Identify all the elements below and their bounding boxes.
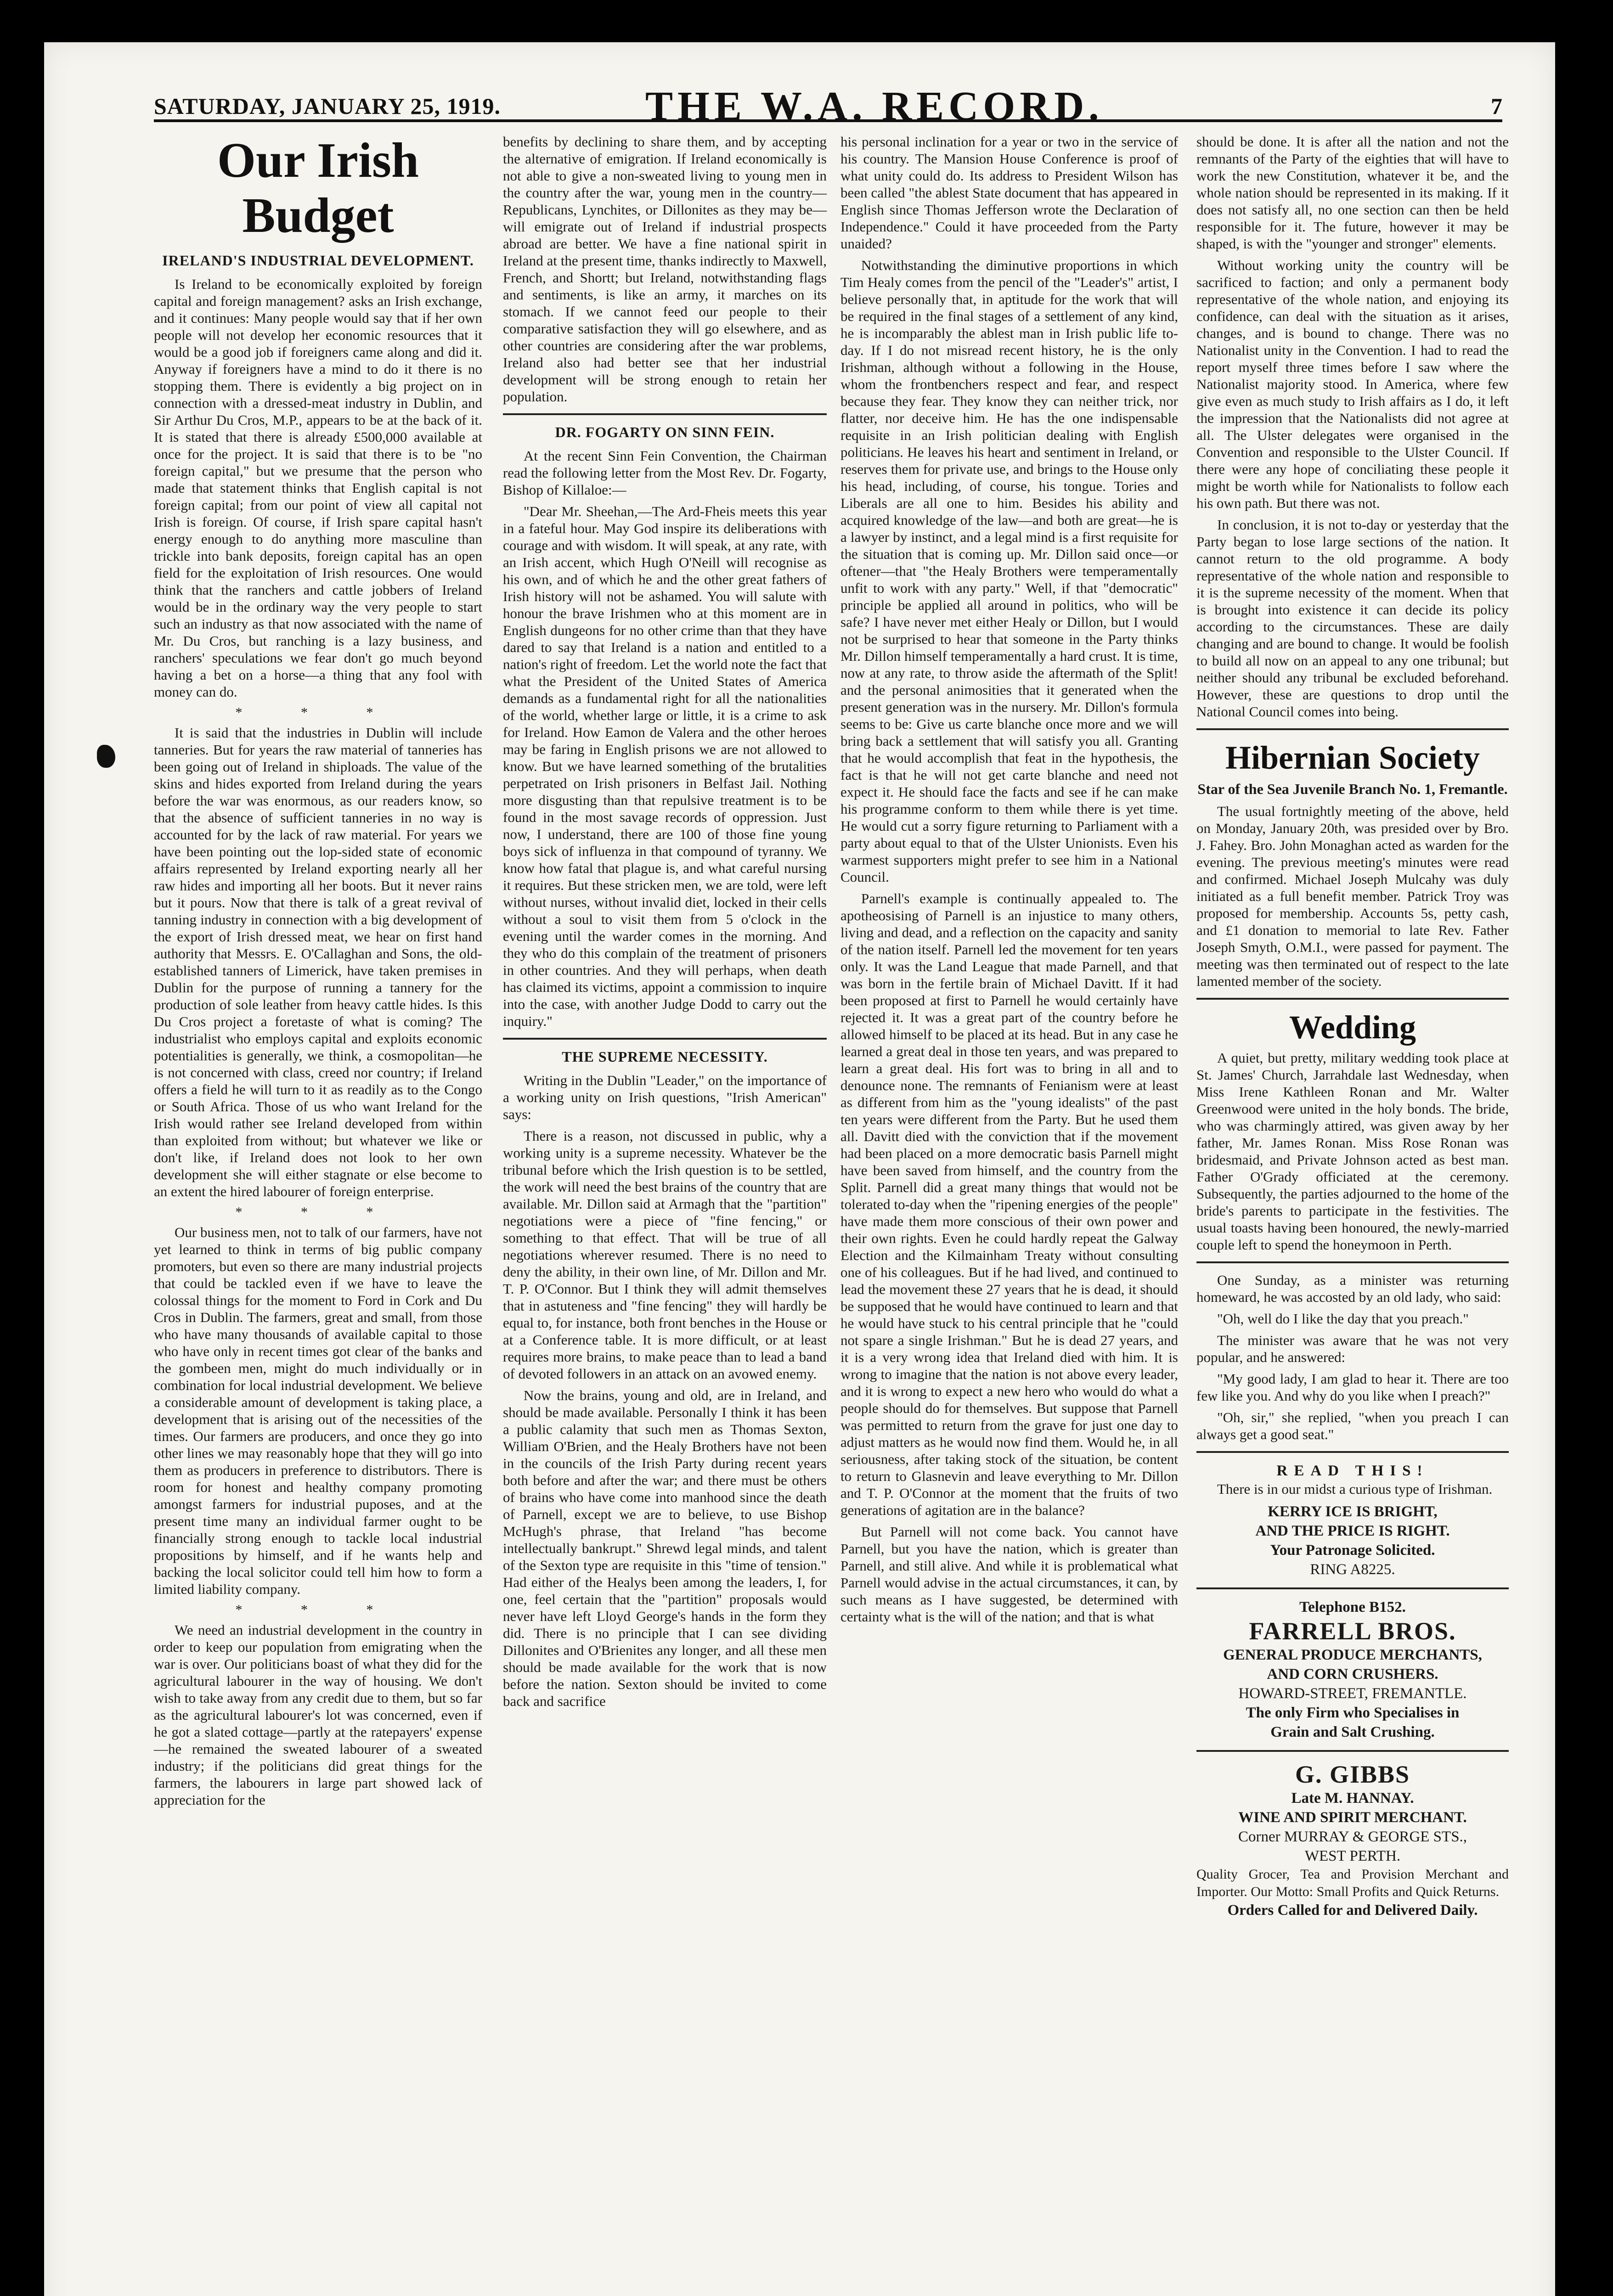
divider [503,1038,827,1040]
divider [1196,1451,1509,1453]
farrell-ad [1196,1598,1509,1742]
page-number: 7 [1491,93,1502,119]
budget-subhead: IRELAND'S INDUSTRIAL DEVELOPMENT. [162,252,474,269]
farrell-name: FARRELL BROS. [1249,1617,1456,1645]
supreme-paragraph: Without working unity the country will be sacrificed to faction; and only a permanent body representative of the whole nation, and enjoying its confidence, can deal with the situation as it arises, changes, and is bound to change. There was no Nationalist unity in the Convention. I had to read the report myself three times before I saw where the Nationalist majority stood. In America, where few give even as much study to Irish affairs as I do, it left the impression that the Nationalists did not agree at all. The Ulster delegates were organised in the Convention and responsible to the Ulster Council. If there were any hope of conciliating these people it might be worth while for Nationalists to follow each his own path. But there was not. [1196,257,1509,511]
budget-paragraph: We need an industrial development in the country in order to keep our population from emigrating when the war is over. Our politicians boast of what they did for the agricultural labourer in the way of housing. We don't wish to take away from any credit due to them, but so far as the agricultural labourer's lot was concerned, even if he got a slated cottage—partly at the ratepayers' expense—he remained the sweated labourer of a sweated industry; if the politicians did great things for the farmers, the labourers in large part showed lack of appreciation for the [154,1622,482,1808]
budget-paragraph: Is Ireland to be economically exploited by foreign capital and foreign management? asks an Irish exchange, and it continues: Many people would say that if her own people will not develop her economic resources that it would be a good job if foreigners came along and did it. Anyway if foreigners have a mind to do it there is no stopping them. There is evidently a big project on in connection with a dressed-meat industry in Dublin, and Sir Arthur Du Cros, M.P., appears to be at the back of it. It is stated that there is already £500,000 available at once for the project. It is said that there is to be "no foreign capital," but we presume that the person who made that statement thinks that English capital is not foreign capital; from our point of view all capital not Irish is foreign. Of course, if Irish spare capital hasn't energy enough to do anything more masculine than trickle into bank deposits, foreign capital has an open field for the exploitation of Irish resources. One would think that the ranchers and cattle jobbers of Ireland would be in the ordinary way the very people to start such an industry as that now associated with the name of Mr. Du Cros, but ranching is a lazy business, and ranchers' speculations we fear don't go much beyond having a bet on a horse—a thing that any fool with money can do. [154,276,482,700]
gibbs-line: WEST PERTH. [1304,1848,1401,1864]
anecdote-paragraph: "Oh, well do I like the day that you preach." [1217,1311,1469,1327]
gibbs-ad [1196,1760,1509,1920]
hibernian-title: Hibernian Society [1225,739,1480,776]
column-1 [154,133,482,1813]
wedding-title: Wedding [1289,1009,1416,1046]
anecdote-paragraph: One Sunday, as a minister was returning homeward, he was accosted by an old lady, who said: [1196,1272,1509,1305]
kerry-ice-ad [1196,1461,1509,1579]
supreme-paragraph: Now the brains, young and old, are in Ireland, and should be made available. Personally I think it has been a public calamity that such men as Thomas Sexton, William O'Brien, and the Healy Brothers have not been in the councils of the Irish Party during recent years both before and after the war; and there must be others of brains who have come into manhood since the death of Parnell, except we are to believe, to use Bishop McHugh's phrase, that Ireland "has become intellectually bankrupt." Shrewd legal minds, and talent of the Sexton type are requisite in this "time of tension." Had either of the Healys been among the leaders, I, for one, feel certain that the "partition" proposals would never have left Lloyd George's hands in the form they did. There is no principle that I can see dividing Dillonites and O'Brienites any longer, and all these men should be made available for the work that is now before the nation. Sexton should be invited to come back and sacrifice [503,1387,827,1709]
ice-line-1: KERRY ICE IS BRIGHT, [1268,1503,1438,1520]
gibbs-line: WINE AND SPIRIT MERCHANT. [1238,1809,1467,1826]
hibernian-body: The usual fortnightly meeting of the above, held on Monday, January 20th, was presided over by Bro. J. Fahey. Bro. John Monaghan acted as warden for the evening. The previous meeting's minutes were read and confirmed. Michael Joseph Mulcahy was duly initiated as a full benefit member. Patrick Troy was proposed for membership. Accounts 5s, petty cash, and £1 donation to memorial to late Rev. Father Joseph Smyth, O.M.I., were passed for payment. The meeting was then terminated out of respect to the late lamented member of the society. [1196,803,1509,989]
farrell-line: HOWARD-STREET, FREMANTLE. [1238,1685,1467,1702]
farrell-line: The only Firm who Specialises in [1246,1705,1460,1721]
ice-phone: RING A8225. [1310,1561,1395,1578]
budget-paragraph: benefits by declining to share them, and by accepting the alternative of emigration. If Ireland economically is not able to give a non-sweated living to young men in the country after the war, young men in the country—Republicans, Lynchites, or Dillonites as they may be—will emigrate out of Ireland if industrial prospects abroad are better. We have a fine national spirit in Ireland at the present time, thanks indirectly to Maxwell, French, and Shortt; but Ireland, notwithstanding flags and sentiments, is like an army, it marches on its stomach. If we cannot feed our people to their comparative satisfaction they will go elsewhere, and as other countries are considering after the war problems, Ireland also had better see that her industrial development will be strong enough to retain her population. [503,134,827,405]
gibbs-line: Late M. HANNAY. [1291,1790,1414,1806]
gibbs-line: Corner MURRAY & GEORGE STS., [1238,1829,1467,1845]
divider [1196,1750,1509,1752]
farrell-telephone: Telephone B152. [1299,1599,1406,1615]
column-3 [840,133,1178,1630]
supreme-paragraph: Parnell's example is continually appealed to. The apotheosising of Parnell is an injustice to many others, living and dead, and a reflection on the capacity and sanity of the nation itself. Parnell led the movement for ten years only. It was the Land League that made Parnell, and that was born in the fertile brain of Michael Davitt. If it had been proposed at first to Parnell he would certainly have rejected it. It was a great part of the country before he allowed himself to be placed at its head. But in any case he learned a great deal in those ten years, and was prepared to learn a great deal. His fort was to bring in all and to denounce none. The remnants of Fenianism were at least as different from him as the "young idealists" of the past ten years were different from the Party. But he used them all. Davitt died with the conviction that if the movement had been placed on a more democratic basis Parnell might have been saved from himself, and the country from the Split. Parnell did a great many things that would not be tolerated to-day when the "ripening energies of the people" have made them more conscious of their own power and their own rights. Even he could hardly repeat the Galway Election and the Kilmainham Treaty without consulting one of his colleagues. But if he had lived, and continued to lead the movement these 27 years that he is dead, it should be supposed that he would have continued to learn and that he would have stuck to his central principle that he "could not spare a single Irishman." But he is dead 27 years, and it is a very wrong idea that Ireland died with him. It is wrong to imagine that the nation is not above every leader, and it is wrong to expect a new hero who would do what a people should do for themselves. But suppose that Parnell was permitted to return from the grave for just one day to adjust matters as he would now find them. Would he, in all seriousness, after taking stock of the situation, be content to return to Glasnevin and leave everything to Mr. Dillon and T. P. O'Connor at the moment that the fruits of two generations of agitation are in the balance? [840,890,1178,1518]
budget-paragraph: It is said that the industries in Dublin will include tanneries. But for years the raw material of tanneries has been going out of Ireland in shiploads. The value of the skins and hides exported from Ireland during the years before the war was enormous, as our readers know, so that the absence of sufficient tanneries in no way is accounted for by the lack of raw material. For years we have been pointing out the lop-sided state of economic affairs represented by Ireland exporting nearly all her raw hides and importing all her boots. But it never rains but it pours. Now that there is talk of a great revival of tanning industry in connection with a big development of the export of Irish dressed meat, we hear on first hand authority that Messrs. E. O'Callaghan and Sons, the old-established tanners of Limerick, have taken premises in Dublin for the purpose of running a tannery for the production of sole leather from heavy cattle hides. Is this Du Cros project a foretaste of what is coming? The industrialist who employs capital and exploits economic potentialities is generally, we think, a cosmopolitan—he is not concerned with class, creed nor country; if Ireland offers a field he will turn to it as readily as to the Congo or South Africa. Those of us who want Ireland for the Irish would rather see Ireland developed from within than exploited from without; but whatever we like or don't like, if Ireland does not look to her own development she will either stagnate or else become to an extent the hired labourer of foreign enterprise. [154,725,482,1199]
gibbs-line: Quality Grocer, Tea and Provision Merchant and Importer. Our Motto: Small Profits and Quick Returns. [1196,1867,1509,1899]
section-stars: * * * [235,1602,401,1617]
supreme-paragraph: But Parnell will not come back. You cannot have Parnell, but you have the nation, which is greater than Parnell, and still alive. And while it is problematical what Parnell would advise in the actual circumstances, it can, by such means as I have suggested, be determined with certainty what is the will of the nation; and that is what [840,1524,1178,1625]
divider [1196,728,1509,730]
fogarty-paragraph: "Dear Mr. Sheehan,—The Ard-Fheis meets this year in a fateful hour. May God inspire its deliberations with courage and with wisdom. It will speak, at any rate, with an Irish accent, which Hugh O'Neill will recognise as his own, and of which he and the other great fathers of Irish history will not be ashamed. You will salute with honour the brave Irishmen who at this moment are in English dungeons for no other crime than that they have dared to say that Ireland is a nation and entitled to a nation's right of freedom. Let the world note the fact that what the President of the United States of America demands as a fundamental right for all the nationalities of the world, whether large or little, it is a crime to ask for Ireland. How Eamon de Valera and the other heroes may be faring in English prisons we are not allowed to know. But we have learned something of the brutalities perpetrated on Irish prisoners in Belfast Jail. Nothing more disgusting than that repulsive treatment is to be found in the most savage records of oppression. Just now, I understand, there are 100 of those fine young boys sick of influenza in that compound of tyranny. We know how fatal that plague is, and what careful nursing it requires. But these stricken men, we are told, were left without nurses, without invalid diet, locked in their cells without a soul to visit them from 5 o'clock in the evening until the warder comes in the morning. And they who do this complain of the treatment of prisoners in other countries. And they will perhaps, when death has claimed its victims, appoint a commission to inquire into the case, with another Judge Dodd to carry out the inquiry." [503,503,827,1029]
fogarty-paragraph: At the recent Sinn Fein Convention, the Chairman read the following letter from the Most Rev. Dr. Fogarty, Bishop of Killaloe:— [503,448,827,498]
budget-paragraph: Our business men, not to talk of our farmers, have not yet learned to think in terms of big public company promoters, but even so there are many industrial projects that could be tackled even if we have to leave the colossal things for the moment to Ford in Cork and Du Cros in Dublin. The farmers, great and small, from those who have many thousands of available capital to those who have only in recent times got clear of the banks and the gombeen men, might do much individually or in combination for local industrial development. We believe a considerable amount of development is taking place, a development that is arising out of the necessities of the times. Our farmers are producers, and once they go into other lines we may reasonably hope that they will go into them as producers in preference to distributors. There is room for honest and healthy company promoting amongst farmers for industrial puposes, and at the present time many an individual farmer ought to be financially strong enough to tackle local industrial propositions by himself, and if he wants help and backing the local solicitor could tell him how to form a limited liability company. [154,1224,482,1597]
section-stars: * * * [235,1204,401,1220]
hibernian-subtitle: Star of the Sea Juvenile Branch No. 1, Fremantle. [1197,781,1508,797]
gibbs-name: G. GIBBS [1295,1761,1410,1788]
supreme-heading: THE SUPREME NECESSITY. [562,1048,768,1065]
ink-blot [97,745,115,768]
supreme-paragraph: his personal inclination for a year or two in the service of his country. The Mansion House Conference is proof of what unity could do. Its address to President Wilson has been called "the ablest State document that has appeared in English since Thomas Jefferson wrote the Declaration of Independence." Could it have proceeded from the Party unaided? [840,134,1178,252]
divider [1196,1261,1509,1263]
anecdote-paragraph: "Oh, sir," she replied, "when you preach I can always get a good seat." [1196,1409,1509,1442]
column-4 [1196,133,1509,1924]
supreme-paragraph: should be done. It is after all the nation and not the remnants of the Party of the eighties that will have to work the new Constitution, whatever it be, and the whole nation should be represented in its making. If it does not satisfy all, no one section can then be held responsible for it. The future, however it may be shaped, is with the "younger and stronger" elements. [1196,134,1509,252]
supreme-paragraph: In conclusion, it is not to-day or yesterday that the Party began to lose large sections of the nation. It cannot return to the old programme. A body representative of the whole nation and responsible to it is the supreme necessity of the moment. When that is brought into existence it can decide its policy according to the circumstances. These are daily changing and are bound to change. It would be foolish to build all now on an appeal to any one tribunal; but neither should any tribunal be excluded beforehand. However, these are questions to drop until the National Council comes into being. [1196,517,1509,720]
farrell-line: GENERAL PRODUCE MERCHANTS, [1223,1647,1482,1663]
divider [1196,998,1509,1000]
gibbs-line: Orders Called for and Delivered Daily. [1227,1902,1478,1919]
ice-line-3: Your Patronage Solicited. [1270,1542,1435,1559]
supreme-paragraph: Notwithstanding the diminutive proportions in which Tim Healy comes from the pencil of the "Leader's" artist, I believe personally that, in aptitude for the work that will be required in the final stages of a settlement of any kind, he is incomparably the ablest man in Irish public life to-day. If I do not misread recent history, he is the only Irishman, although without a following in the House, whom the frontbenchers respect and fear, and respect because they fear. They know they can neither trick, nor flatter, nor deceive him. He has the one indispensable requisite in an Irish politician dealing with English politicians. He leaves his heart and sentiment in Ireland, or reserves them for private use, and brings to the House only his head, including, of course, his tongue. Tories and Liberals are all one to him. Besides his ability and acquired knowledge of the law—and both are great—he is a lawyer by instinct, and a legal mind is a first requisite for the situation that is coming up. Mr. Dillon said once—or oftener—that "the Healy Brothers were temperamentally unfit to work with any party." Well, if that "democratic" principle be applied all around in politics, who will be safe? I have never met either Healy or Dillon, but I would not be surprised to hear that someone in the Party thinks Mr. Dillon himself temperamentally a hard crust. It is time, now at any rate, to throw aside the aftermath of the Split! and the personal animosities that it generated when the present generation was in the nursery. Mr. Dillon's formula seems to be: Give us carte blanche once more and we will bring back a settlement that will satisfy you all. Granting that he would accomplish that feat in the hypothesis, the fact is that he will not get carte blanche and need not expect it. He should face the facts and see if he can make his programme conform to them while there is yet time. He would cut a sorry figure returning to Parliament with a party about equal to that of the Ulster Unionists. Even his warmest supporters might prefer to see him in a National Council. [840,257,1178,885]
fogarty-heading: DR. FOGARTY ON SINN FEIN. [555,424,775,440]
wedding-body: A quiet, but pretty, military wedding took place at St. James' Church, Jarrahdale last Wednesday, when Miss Irene Kathleen Ronan and Mr. Walter Greenwood were united in the holy bonds. The bride, who was charmingly attired, was given away by her father, Mr. James Ronan. Miss Rose Ronan was bridesmaid, and Private Johnson acted as best man. Father O'Grady officiated at the ceremony. Subsequently, the parties adjourned to the home of the bride's parents to participate in the festivities. The usual toasts having been honoured, the newly-married couple left to spend the honeymoon in Perth. [1196,1050,1509,1253]
divider [1196,1587,1509,1589]
divider [503,413,827,415]
farrell-line: Grain and Salt Crushing. [1270,1724,1435,1740]
budget-title: Our Irish Budget [217,133,419,243]
column-2 [503,133,827,1714]
issue-date: SATURDAY, JANUARY 25, 1919. [154,93,501,119]
read-this-body: There is in our midst a curious type of Irishman. [1217,1481,1493,1497]
read-this-heading: READ THIS! [1276,1463,1429,1479]
farrell-line: AND CORN CRUSHERS. [1267,1666,1438,1683]
anecdote-paragraph: "My good lady, I am glad to hear it. There are too few like you. And why do you like when I preach?" [1196,1371,1509,1404]
supreme-paragraph: Writing in the Dublin "Leader," on the importance of a working unity on Irish questions, "Irish American" says: [503,1072,827,1122]
newspaper-title: THE W.A. RECORD. [645,84,1104,129]
ice-line-2: AND THE PRICE IS RIGHT. [1255,1523,1450,1539]
supreme-paragraph: There is a reason, not discussed in public, why a working unity is a supreme necessity. Whatever be the tribunal before which the Irish question is to be settled, the work will need the best brains of the country that are available. Mr. Dillon said at Armagh that the "partition" negotiations were a piece of "fine fencing," or something to that effect. That will be true of all negotiations wherever resumed. There is no need to deny the ability, in their own line, of Mr. Dillon and Mr. T. P. O'Connor. But I think they will admit themselves that in astuteness and "fine fencing" they will hardly be equal to, for instance, both front benches in the House or at a Conference table. It is more difficult, or at least requires more brains, to make peace than to lead a band of devoted followers in an attack on an avowed enemy. [503,1128,827,1382]
anecdote-paragraph: The minister was aware that he was not very popular, and he answered: [1196,1332,1509,1365]
section-stars: * * * [235,705,401,720]
masthead [154,51,1502,129]
